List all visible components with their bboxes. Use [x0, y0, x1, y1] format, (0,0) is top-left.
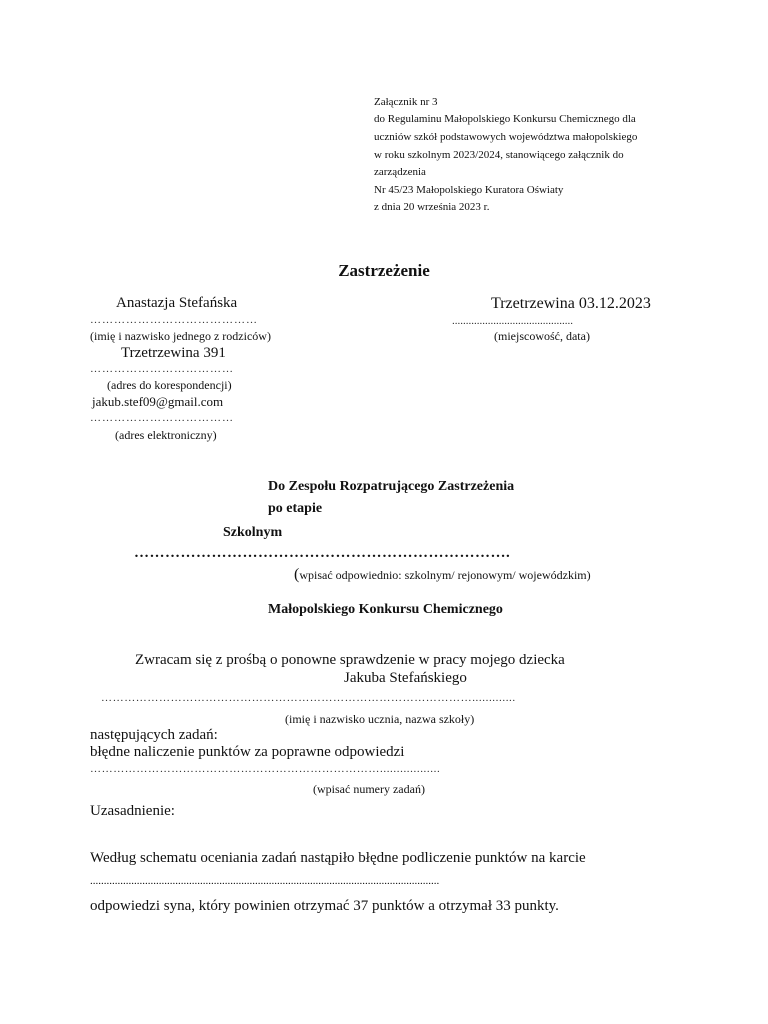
- stage-value: Szkolnym: [223, 525, 283, 540]
- justification-line1: Według schematu oceniania zadań nastąpiło błędne podliczenie punktów na karcie: [90, 850, 586, 866]
- stage-caption-text: wpisać odpowiednio: szkolnym/ rejonowym/ wojewódzkim): [299, 568, 591, 582]
- parent-email: jakub.stef09@gmail.com: [92, 394, 224, 409]
- parent-name: Anastazja Stefańska: [116, 295, 238, 311]
- student-caption: (imię i nazwisko ucznia, nazwa szkoły): [285, 712, 475, 726]
- header-line: Nr 45/23 Małopolskiego Kuratora Oświaty: [374, 184, 564, 196]
- stage-caption-paren: (: [294, 566, 300, 583]
- parent-email-caption: (adres elektroniczny): [115, 428, 217, 442]
- parent-name-dots: ……………………………………: [90, 314, 258, 326]
- parent-address-dots: ………………………………: [90, 363, 234, 375]
- tasks-dots: …………………………………………………………………..................: [90, 763, 441, 775]
- parent-email-dots: ………………………………: [90, 412, 234, 424]
- header-line: Załącznik nr 3: [374, 96, 438, 108]
- student-dots: …………………………………………………………………………………….............: [101, 692, 516, 704]
- document-title: Zastrzeżenie: [338, 261, 430, 280]
- header-line: z dnia 20 września 2023 r.: [374, 201, 490, 213]
- header-line: uczniów szkół podstawowych województwa małopolskiego: [374, 131, 638, 143]
- header-line: do Regulaminu Małopolskiego Konkursu Chemicznego dla: [374, 113, 636, 125]
- tasks-caption: (wpisać numery zadań): [313, 782, 425, 796]
- parent-name-caption: (imię i nazwisko jednego z rodziców): [90, 329, 271, 343]
- tasks-value: błędne naliczenie punktów za poprawne odpowiedzi: [90, 744, 405, 760]
- justification-line2: odpowiedzi syna, który powinien otrzymać 37 punktów a otrzymał 33 punkty.: [90, 898, 559, 914]
- recipient-line1: Do Zespołu Rozpatrującego Zastrzeżenia: [268, 479, 515, 494]
- justification-label: Uzasadnienie:: [90, 803, 175, 819]
- parent-address-caption: (adres do korespondencji): [107, 378, 232, 392]
- stage-dots: ……………………………………………………………….: [134, 545, 511, 561]
- competition-name: Małopolskiego Konkursu Chemicznego: [268, 602, 503, 617]
- justification-dots: ...............................................................................................................................: [90, 875, 440, 887]
- stage-caption: [294, 566, 591, 584]
- parent-address: Trzetrzewina 391: [121, 345, 226, 361]
- place-date-dots: ............................................: [452, 315, 573, 327]
- header-line: w roku szkolnym 2023/2024, stanowiącego załącznik do: [374, 149, 624, 161]
- recipient-line2: po etapie: [268, 501, 323, 516]
- student-name: Jakuba Stefańskiego: [344, 670, 467, 686]
- place-date-caption: (miejscowość, data): [494, 329, 590, 343]
- header-line: zarządzenia: [374, 166, 426, 178]
- request-text: Zwracam się z prośbą o ponowne sprawdzenie w pracy mojego dziecka: [135, 652, 565, 668]
- tasks-label: następujących zadań:: [90, 727, 218, 743]
- place-date: Trzetrzewina 03.12.2023: [491, 295, 651, 312]
